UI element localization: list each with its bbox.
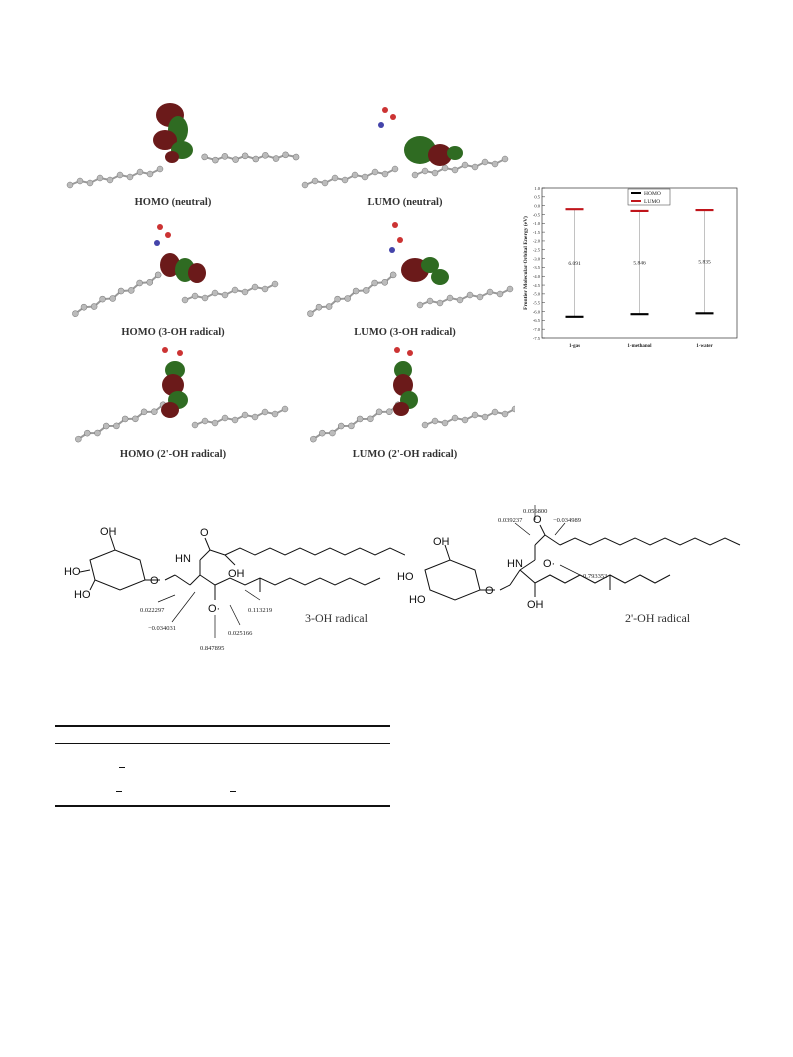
caption-lumo-neutral: LUMO (neutral) (367, 197, 443, 208)
lumo-3oh-molecule (303, 222, 513, 317)
lumo-neutral-molecule (302, 107, 508, 188)
gap-label: 5.846 (633, 260, 646, 267)
y-tick-label: -2.0 (532, 238, 540, 244)
orbital-panels (55, 85, 515, 465)
lumo-2oh-molecule (306, 347, 515, 443)
table-mark-2 (116, 791, 122, 792)
caption-homo-neutral: HOMO (neutral) (134, 197, 212, 208)
homo-3oh-molecule (68, 224, 278, 317)
homo-2oh-molecule (71, 347, 288, 443)
y-tick-label: -3.0 (532, 256, 540, 262)
spin-value-7: 0.039237 (498, 517, 523, 524)
o-label-3: O (485, 585, 494, 597)
spin-value-2: −0.034031 (148, 625, 177, 632)
caption-lumo-2oh: LUMO (2'-OH radical) (352, 449, 458, 460)
y-tick-label: -5.5 (532, 300, 540, 306)
hn-label: HN (175, 553, 191, 565)
y-tick-label: 0.0 (534, 203, 540, 209)
o-label-2: O (200, 527, 209, 539)
x-axis-labels (569, 344, 714, 349)
energy-level-chart (520, 180, 745, 360)
gap-label: 6.091 (568, 261, 581, 267)
spin-value-5: 0.113219 (248, 607, 273, 614)
o-label-4: O (533, 514, 542, 526)
caption-homo-3oh: HOMO (3-OH radical) (121, 327, 225, 338)
o-radical-label-2: O· (543, 558, 556, 570)
table-mark-3 (230, 791, 236, 792)
ho-label-4: HO (409, 594, 426, 606)
table-mark-1 (119, 767, 125, 768)
gap-label: 5.835 (698, 259, 711, 266)
table-header-rule (55, 743, 390, 744)
y-tick-label: -0.5 (532, 212, 540, 218)
spin-value-9: 0.793353 (583, 573, 608, 580)
y-tick-label: -7.5 (532, 335, 540, 341)
table-bottom-rule (55, 805, 390, 807)
spin-value-1: 0.022297 (140, 607, 165, 614)
chart-legend (628, 189, 670, 205)
table-top-rule (55, 725, 390, 727)
caption-lumo-3oh: LUMO (3-OH radical) (354, 327, 456, 338)
y-tick-label: -6.5 (532, 318, 540, 324)
y-tick-label: -1.0 (532, 221, 540, 227)
oh-label-3: OH (433, 536, 450, 548)
homo-neutral-molecule (67, 103, 300, 188)
legend-homo-label: HOMO (644, 191, 661, 197)
y-tick-label: -1.5 (532, 229, 540, 235)
ho-label-1: HO (64, 566, 81, 578)
chart-marks (566, 209, 714, 317)
spin-value-8: −0.034989 (553, 517, 582, 524)
y-axis-ticks (533, 186, 545, 341)
o-label-1: O (150, 575, 159, 587)
y-tick-label: -4.5 (532, 282, 540, 288)
hn-label-2: HN (507, 558, 523, 570)
y-tick-label: 0.5 (534, 194, 540, 200)
oh-label-4: OH (527, 599, 544, 611)
ho-label-3: HO (397, 571, 414, 583)
y-tick-label: -2.5 (532, 247, 540, 253)
structure-3oh-radical (60, 520, 405, 680)
ho-label-2: HO (74, 589, 91, 601)
oh-label-2: OH (228, 568, 245, 580)
spin-value-6: 0.056800 (523, 508, 548, 515)
x-tick-label: 1-water (696, 344, 713, 349)
structure-2oh-radical (395, 505, 745, 635)
y-tick-label: -6.0 (532, 309, 540, 315)
y-tick-label: -4.0 (532, 274, 540, 280)
y-tick-label: -5.0 (532, 291, 540, 297)
y-tick-label: 1.0 (534, 185, 540, 191)
oh-label-1: OH (100, 526, 117, 538)
x-tick-label: 1-methanol (627, 344, 652, 349)
o-radical-label: O· (208, 603, 221, 615)
y-axis-label: Frontier Molecular Orbital Energy (eV) (523, 216, 529, 310)
x-tick-label: 1-gas (568, 344, 581, 349)
radical-3oh-title: 3-OH radical (305, 611, 368, 625)
spin-value-3: 0.847895 (200, 645, 225, 652)
y-tick-label: -7.0 (532, 326, 540, 332)
spin-value-4: 0.025166 (228, 630, 253, 637)
y-tick-label: -3.5 (532, 265, 540, 271)
radical-2oh-title: 2'-OH radical (625, 611, 691, 625)
caption-homo-2oh: HOMO (2'-OH radical) (119, 449, 227, 460)
legend-lumo-label: LUMO (644, 199, 661, 205)
